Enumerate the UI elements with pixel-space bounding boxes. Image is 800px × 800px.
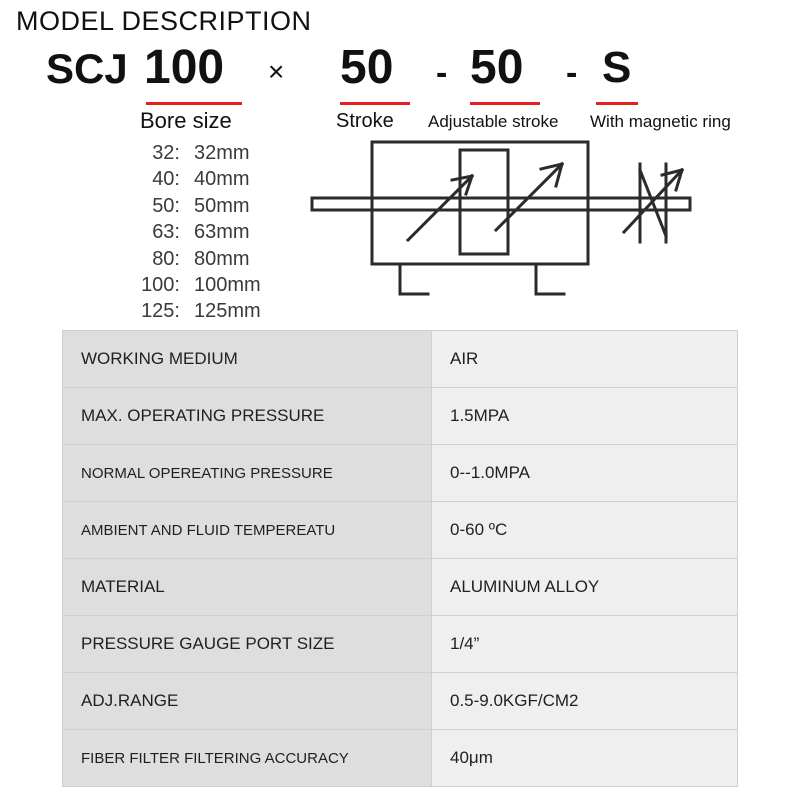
bore-key: 40: [152, 168, 180, 191]
list-item [118, 166, 308, 192]
list-item [118, 298, 308, 324]
model-prefix: SCJ [46, 45, 128, 92]
label-stroke: Stroke [336, 110, 394, 132]
bore-value: 125mm [194, 300, 261, 323]
underline-bore [146, 102, 242, 105]
table-row [63, 616, 738, 673]
underline-stroke [340, 102, 410, 105]
table-row [63, 559, 738, 616]
bore-value: 80mm [194, 247, 250, 270]
bore-size-list [118, 140, 308, 325]
spec-label: AMBIENT AND FLUID TEMPEREATU [63, 502, 432, 559]
spec-value: 1/4” [432, 616, 738, 673]
underline-adjustable-stroke [470, 102, 540, 105]
model-times-symbol: × [268, 56, 285, 87]
table-row [63, 331, 738, 388]
model-bore-code: 100 [144, 41, 225, 94]
bore-key: 32: [152, 142, 180, 164]
cylinder-symbol-icon [300, 130, 730, 310]
spec-value: AIR [432, 331, 738, 388]
table-row [63, 388, 738, 445]
bore-key: 80: [152, 247, 180, 270]
label-with-magnetic-ring: With magnetic ring [590, 112, 731, 131]
specification-table [62, 330, 738, 787]
spec-value: 0.5-9.0KGF/CM2 [432, 673, 738, 730]
model-dash-1: - [436, 54, 448, 92]
bore-value: 32mm [194, 142, 250, 164]
model-magnetic-code: S [602, 43, 632, 92]
table-row [63, 730, 738, 787]
table-row [63, 502, 738, 559]
list-item [118, 219, 308, 245]
bore-value: 100mm [194, 273, 261, 296]
spec-value: ALUMINUM ALLOY [432, 559, 738, 616]
spec-value: 0-60 ºC [432, 502, 738, 559]
table-row [63, 445, 738, 502]
spec-label: MATERIAL [63, 559, 432, 616]
spec-label: ADJ.RANGE [63, 673, 432, 730]
table-row [63, 673, 738, 730]
bore-key: 100: [141, 273, 180, 296]
spec-label: WORKING MEDIUM [63, 331, 432, 388]
underline-magnetic-ring [596, 102, 638, 105]
list-item [118, 140, 308, 166]
bore-value: 63mm [194, 221, 250, 244]
spec-label: NORMAL OPEREATING PRESSURE [63, 445, 432, 502]
cylinder-schematic-diagram [300, 130, 730, 310]
label-adjustable-stroke: Adjustable stroke [428, 112, 559, 131]
bore-value: 40mm [194, 168, 250, 191]
model-adjustable-stroke-code: 50 [470, 41, 524, 94]
bore-key: 63: [152, 221, 180, 244]
label-bore-size: Bore size [140, 108, 232, 133]
model-dash-2: - [566, 54, 578, 92]
page-title: MODEL DESCRIPTION [16, 6, 312, 36]
bore-value: 50mm [194, 194, 250, 217]
spec-label: FIBER FILTER FILTERING ACCURACY [63, 730, 432, 787]
spec-label: PRESSURE GAUGE PORT SIZE [63, 616, 432, 673]
bore-key: 50: [152, 194, 180, 217]
model-code-row [46, 41, 786, 106]
list-item [118, 193, 308, 219]
spec-value: 0--1.0MPA [432, 445, 738, 502]
bore-key: 125: [141, 300, 180, 323]
spec-value: 40μm [432, 730, 738, 787]
list-item [118, 272, 308, 298]
spec-label: MAX. OPERATING PRESSURE [63, 388, 432, 445]
model-stroke-code: 50 [340, 41, 394, 94]
list-item [118, 246, 308, 272]
spec-value: 1.5MPA [432, 388, 738, 445]
